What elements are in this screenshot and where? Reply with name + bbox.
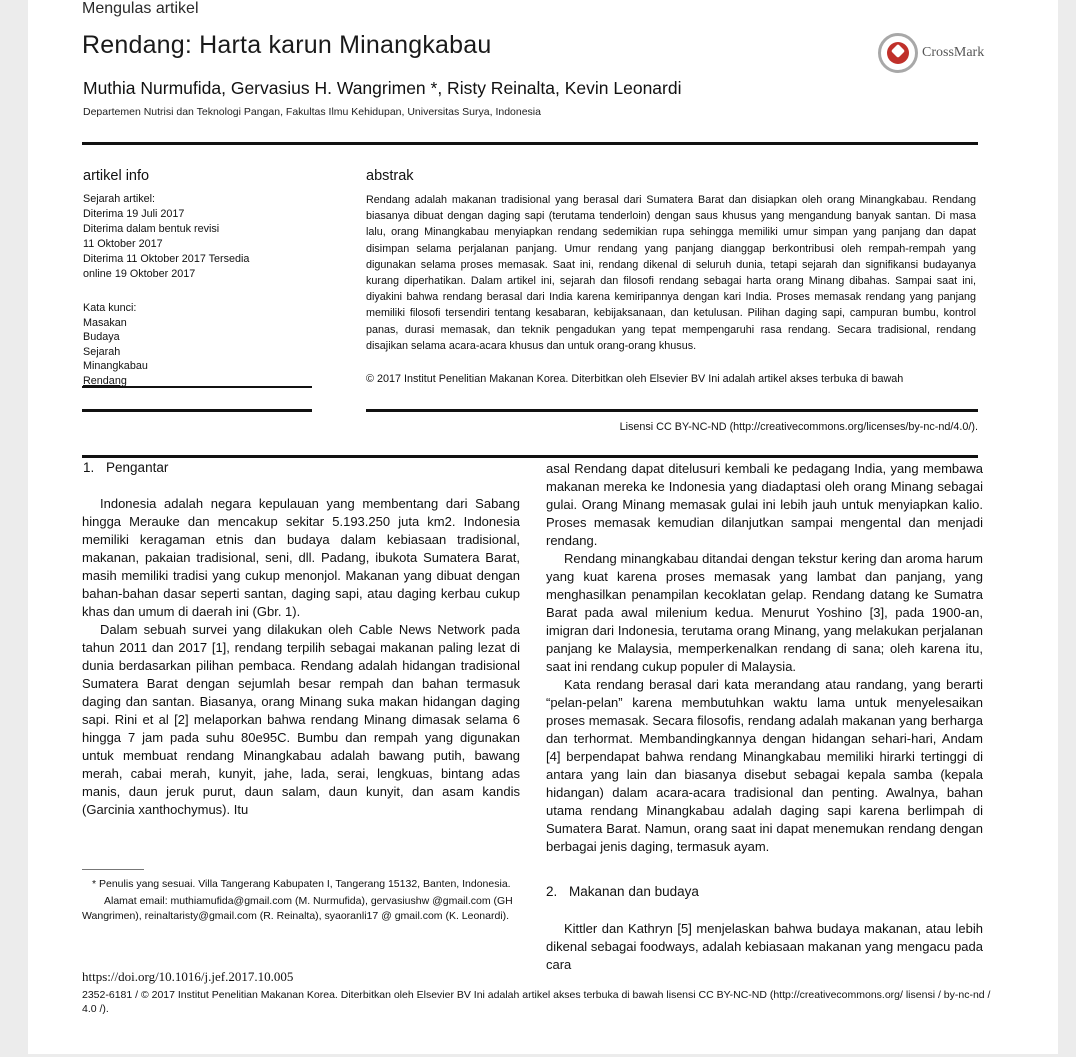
footnote-divider [82, 869, 144, 870]
section-1-heading [83, 460, 168, 475]
section-2-number: 2. [546, 884, 558, 899]
keyword: Budaya [83, 331, 120, 343]
corresponding-author-note: * Penulis yang sesuai. Villa Tangerang Kabupaten I, Tangerang 15132, Banten, Indonesia. [92, 878, 511, 890]
keywords-block [83, 301, 308, 388]
author-list: Muthia Nurmufida, Gervasius H. Wangrimen *, Risty Reinalta, Kevin Leonardi [83, 78, 682, 98]
header-divider [82, 142, 978, 145]
right-body-column [546, 460, 983, 856]
section-1-title: Pengantar [106, 460, 169, 475]
section-2-heading [546, 884, 699, 899]
keyword: Minangkabau [83, 360, 148, 372]
footnote [82, 877, 522, 924]
body-paragraph: Indonesia adalah negara kepulauan yang membentang dari Sabang hingga Merauke dan mencakup sekitar 5.193.250 juta km2. Indonesia memiliki keragaman etnis dan budaya dalam kebiasaan tradisional, makanan, pakaian tradisional, seni, dll. Padang, ibukota Sumatera Barat, masih memiliki tradisi yang cukup menonjol. Makanan yang dibuat dengan bahan-bahan dasar seperti santan, daging sapi, atau daging kerbau cukup khas dan umum di daerah ini (Gbr. 1). [82, 496, 520, 619]
crossmark-icon [878, 33, 918, 73]
history-line: Diterima dalam bentuk revisi [83, 223, 220, 235]
affiliation: Departemen Nutrisi dan Teknologi Pangan, Fakultas Ilmu Kehidupan, Universitas Surya, Indonesia [83, 106, 541, 118]
history-line: 11 Oktober 2017 [83, 238, 163, 250]
body-paragraph: Kata rendang berasal dari kata merandang atau randang, yang berarti “pelan-pelan” karena membutuhkan waktu lama untuk menyelesaikan proses memasak. Secara filosofis, rendang adalah makanan yang berharga dan terhormat. Membandingkannya dengan hidangan sehari-hari, Andam [4] berpendapat bahwa rendang Minangkabau memiliki hirarki tertinggi di antara yang lain dan biasanya disebut sebagai kepala samba (kepala hidangan) dalam acara-acara tradisional dan penting. Awalnya, bahan utama rendang Minangkabau adalah daging sapi karena berlimpah di Sumatera Barat. Namun, orang saat ini dapat menemukan rendang dengan berbagai jenis daging, termasuk ayam. [546, 677, 983, 854]
section-2-title: Makanan dan budaya [569, 884, 699, 899]
body-paragraph: Rendang minangkabau ditandai dengan tekstur kering dan aroma harum yang kuat karena proses memasak yang lambat dan panjang, yang menghasilkan penampilan kecoklatan gelap. Rendang datang ke Sumatra Barat pada awal milenium kedua. Menurut Yoshino [3], pada 1900-an, imigran dari Indonesia, terutama orang Minang, yang melakukan perjalanan panjang ke Malaysia, memperkenalkan rendang di sana; oleh karena itu, saat ini rendang cukup populer di Malaysia. [546, 551, 983, 674]
keywords-label: Kata kunci: [83, 302, 137, 314]
history-line: Diterima 11 Oktober 2017 Tersedia [83, 253, 250, 265]
article-type-label: Mengulas artikel [82, 0, 199, 17]
body-paragraph: Kittler dan Kathryn [5] menjelaskan bahwa budaya makanan, atau lebih dikenal sebagai foodways, adalah kebiasaan makanan yang mengacu pada cara [546, 921, 983, 972]
history-label: Sejarah artikel: [83, 193, 156, 205]
body-paragraph: asal Rendang dapat ditelusuri kembali ke pedagang India, yang membawa makanan mereka ke Indonesia yang diadaptasi oleh orang Minang sebagai gulai. Orang Minang memasak gulai ini lebih jauh untuk menyiapkan kalio. Proses memasak kemudian dilanjutkan sampai mengental dan menjadi rendang. [546, 461, 983, 548]
doi-link[interactable]: https://doi.org/10.1016/j.jef.2017.10.005 [82, 969, 294, 984]
abstract-divider [366, 409, 978, 412]
section-2-body [546, 920, 983, 974]
issn-copyright: 2352-6181 / © 2017 Institut Penelitian Makanan Korea. Diterbitkan oleh Elsevier BV Ini adalah artikel akses terbuka di bawah lisensi CC BY-NC-ND (http://creativecommons.org/ lisensi / by-nc-nd / 4.0 /). [82, 989, 991, 1015]
body-divider [82, 455, 978, 458]
keyword: Sejarah [83, 345, 121, 358]
license-line: Lisensi CC BY-NC-ND (http://creativecommons.org/licenses/by-nc-nd/4.0/). [619, 421, 978, 433]
article-info-heading: artikel info [83, 168, 150, 184]
article-history [83, 192, 308, 282]
left-body-column [82, 495, 520, 819]
body-paragraph: Dalam sebuah survei yang dilakukan oleh Cable News Network pada tahun 2011 dan 2017 [1], rendang terpilih sebagai makanan paling lezat di dunia berdasarkan pilihan pembaca. Rendang adalah hidangan tradisional Sumatera Barat dengan sejumlah besar rempah dan bahan termasuk daging dan santan. Biasanya, orang Minang suka makan hidangan daging sapi. Rini et al [2] melaporkan bahwa rendang Minang dimasak selama 6 hingga 7 jam pada suhu 80e95C. Bumbu dan rempah yang digunakan untuk membuat rendang Minangkabau adalah bawang putih, bawang merah, cabai merah, kunyit, jahe, lada, serai, lengkuas, bintang adas manis, daun jeruk purut, daun salam, daun kunyit, dan asam kandis (Garcinia xanthochymus). Itu [82, 622, 520, 817]
crossmark-label: CrossMark [922, 45, 985, 60]
history-line: Diterima 19 Juli 2017 [83, 208, 185, 220]
email-note: Alamat email: muthiamufida@gmail.com (M. Nurmufida), gervasiushw @gmail.com (GH Wangrimen), reinaltaristy@gmail.com (R. Reinalta), syaoranli17 @ gmail.com (K. Leonardi). [82, 895, 513, 922]
history-line: online 19 Oktober 2017 [83, 268, 196, 280]
keyword: Rendang [83, 374, 127, 387]
section-1-number: 1. [83, 460, 95, 475]
abstract-heading: abstrak [366, 168, 414, 184]
abstract-text: Rendang adalah makanan tradisional yang berasal dari Sumatera Barat dan disiapkan oleh orang Minangkabau. Rendang biasanya dibuat dengan daging sapi (terutama tenderloin) dengan saus khusus yang mengandung banyak santan. Di masa lalu, orang Minangkabau menyiapkan rendang sedemikian rupa sehingga memiliki umur simpan yang panjang dan dapat disimpan selama perjalanan panjang. Umur rendang yang panjang dianggap berkontribusi oleh rempah-rempah yang digunakan selama proses memasak. Saat ini, rendang dikenal di seluruh dunia, tetapi sejarah dan signifikansi budayanya kurang diperhatikan. Dalam artikel ini, sejarah dan filosofi rendang sebagai harta orang Minang dibahas. Sampai saat ini, diyakini bahwa rendang berasal dari India karena kemiripannya dengan kari India. Proses memasak rendang yang panjang memiliki filosofi tersendiri tentang kesabaran, kebijaksanaan, dan ketulusan. Pilihan daging sapi, campuran bumbu, kontrol panas, durasi memasak, dan teknik pengadukan yang tepat mempengaruhi rasa rendang. Secara tradisional, rendang disajikan selama acara-acara khusus dan untuk orang-orang khusus. [366, 194, 976, 352]
abstract-copyright: © 2017 Institut Penelitian Makanan Korea. Diterbitkan oleh Elsevier BV Ini adalah artikel akses terbuka di bawah [366, 373, 904, 385]
info-divider [82, 386, 312, 388]
info-divider [82, 409, 312, 412]
keyword: Masakan [83, 316, 127, 329]
article-title: Rendang: Harta karun Minangkabau [82, 31, 492, 59]
crossmark-badge[interactable] [878, 33, 998, 75]
